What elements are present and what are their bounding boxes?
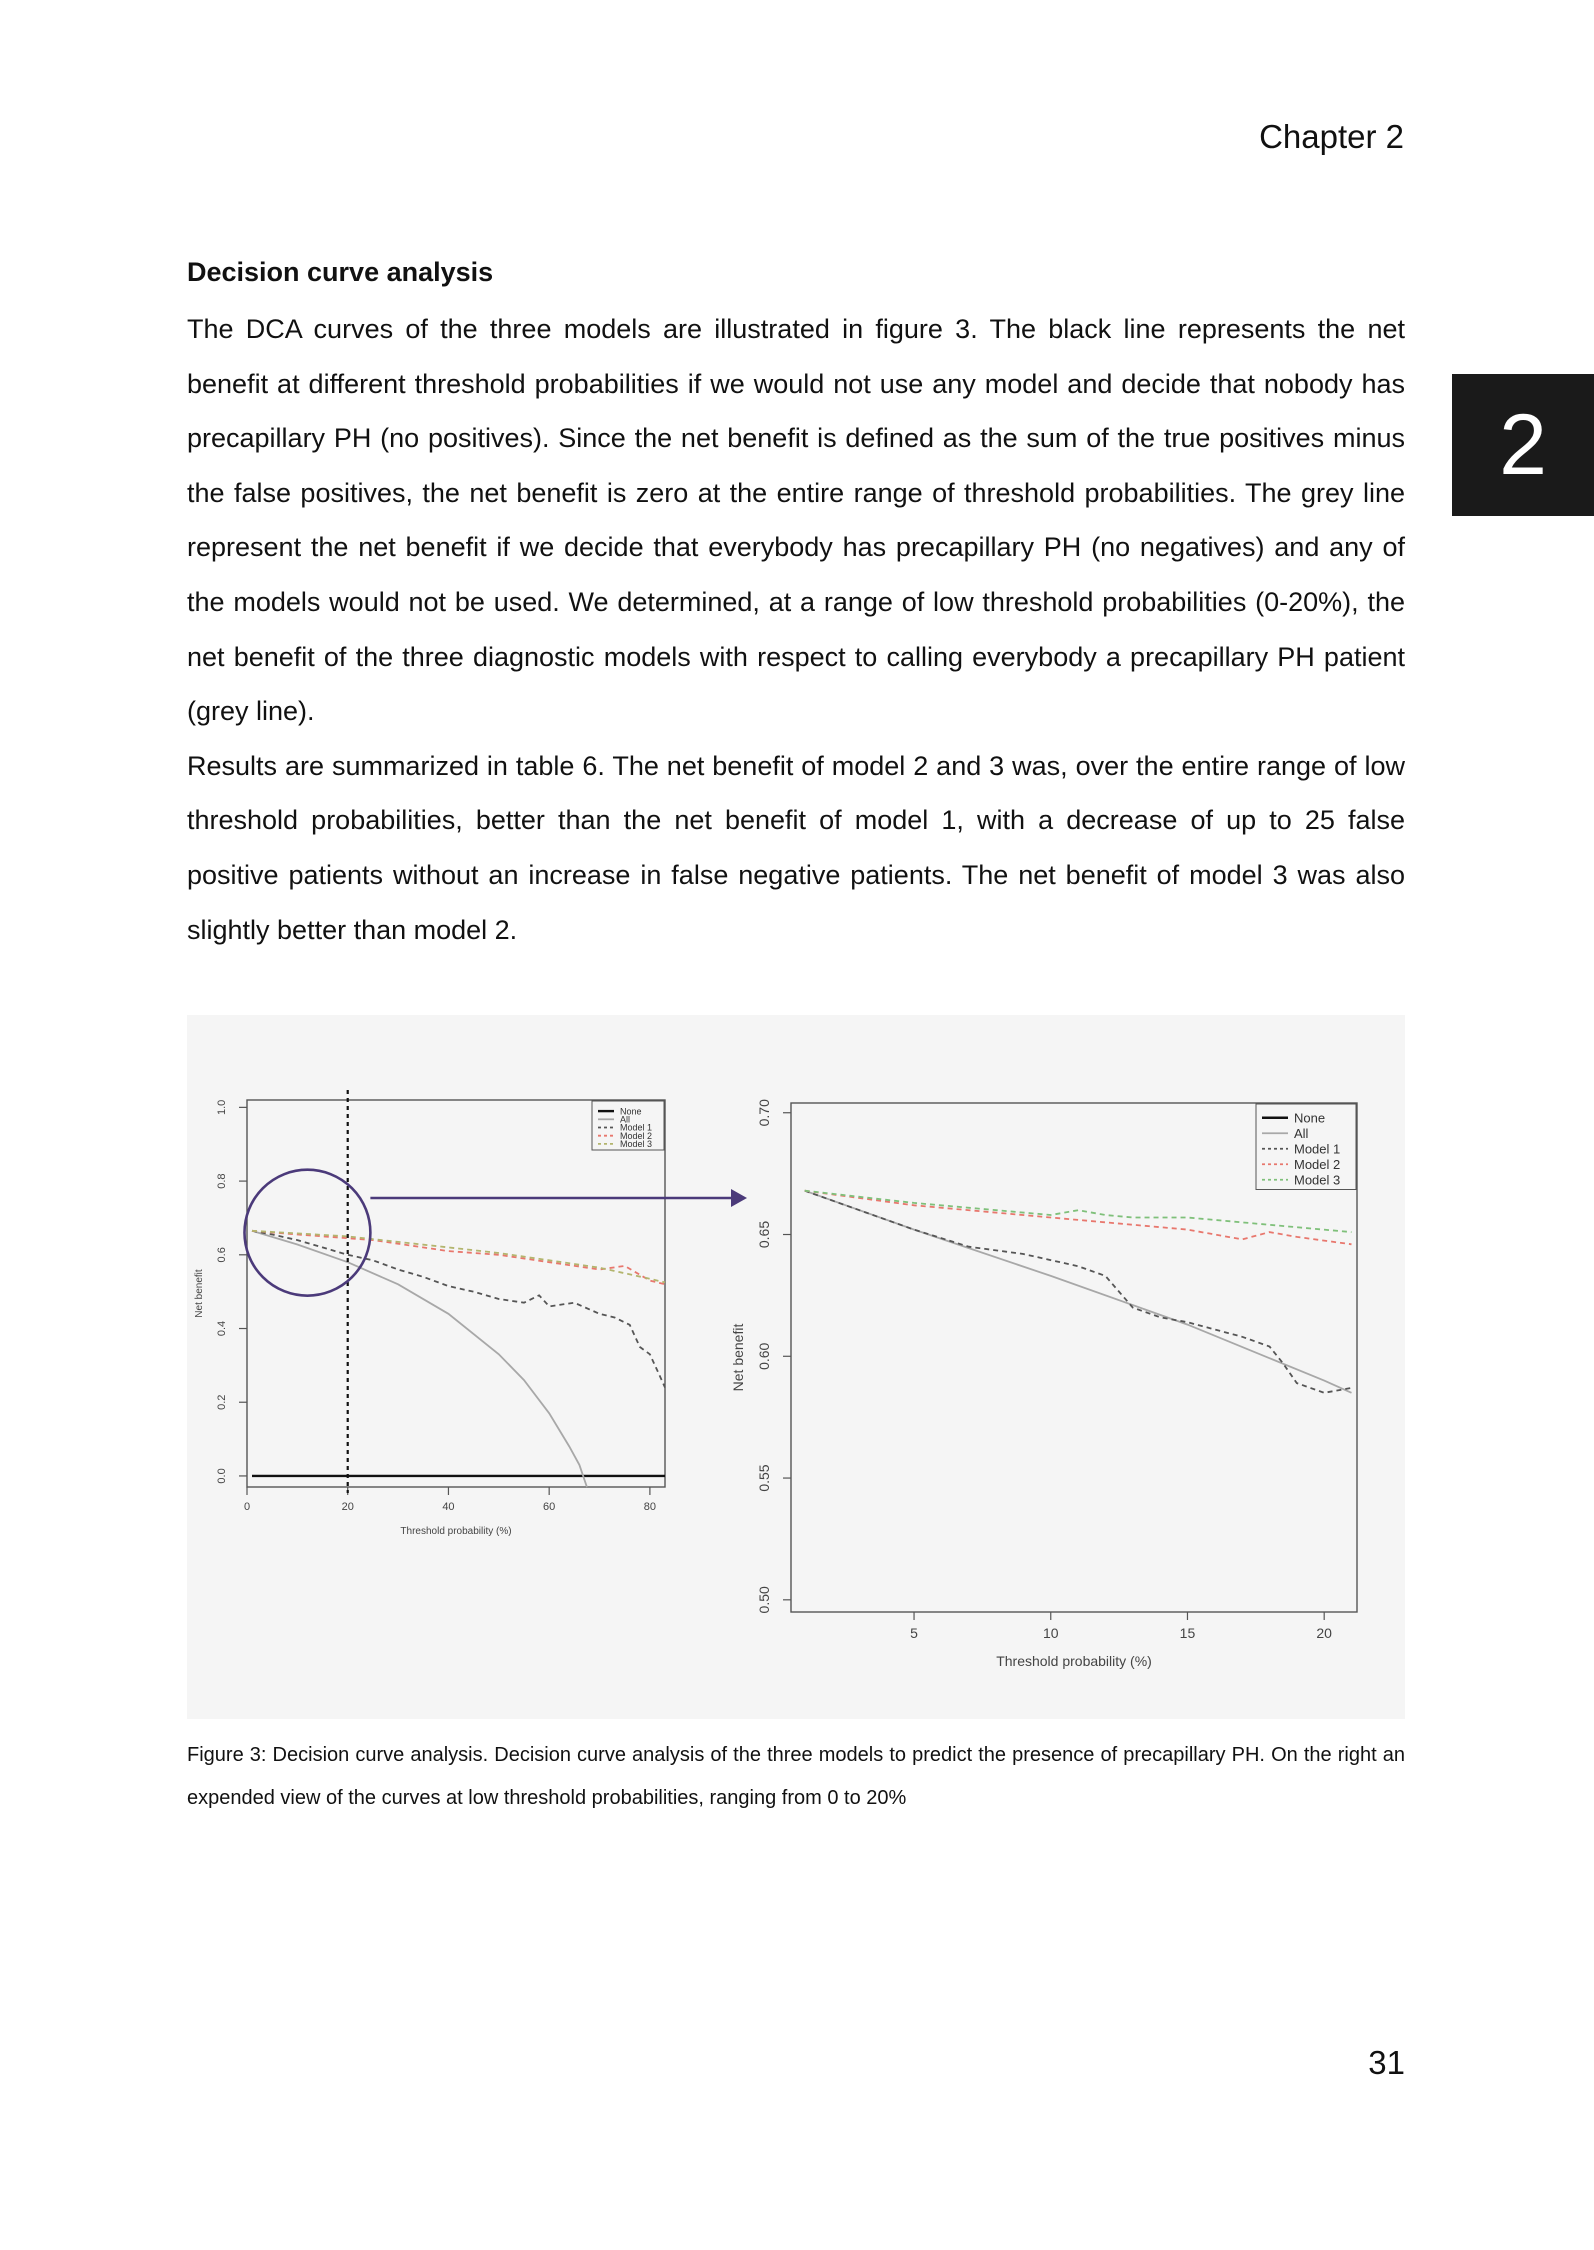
chart1-x-tick-label: 60 — [543, 1501, 556, 1513]
chart1-y-tick-label: 0.6 — [216, 1247, 228, 1263]
chart1-y-tick-label: 0.4 — [216, 1320, 228, 1337]
chart2-x-tick-label: 20 — [1316, 1625, 1332, 1641]
paragraph-2: Results are summarized in table 6. The net benefit of model 2 and 3 was, over the entire range of low threshold probabilities, better than the net benefit of model 1, with a decrease of up to 25 false positive patients without an increase in false negative patients. The net benefit of model 3 was also slightly better than model 2. — [187, 750, 1405, 945]
chart2-y-tick-label: 0.50 — [756, 1586, 772, 1614]
chapter-tab: 2 — [1452, 374, 1594, 516]
chart2-legend-label: All — [1294, 1125, 1309, 1141]
chart1-y-tick-label: 1.0 — [216, 1099, 228, 1116]
chart2-y-tick-label: 0.55 — [756, 1464, 772, 1492]
chart2-legend-label: None — [1294, 1110, 1326, 1126]
chart2-legend-label: Model 1 — [1294, 1141, 1341, 1157]
chart1-y-axis-label: Net benefit — [194, 1269, 205, 1318]
chart1-plot-frame — [247, 1100, 665, 1487]
chart2-y-tick-label: 0.70 — [756, 1099, 772, 1127]
chart1-legend-label: Model 2 — [620, 1130, 653, 1141]
chart2-x-tick-label: 15 — [1179, 1625, 1196, 1641]
figure-3 — [187, 1015, 1405, 1719]
chart2-legend-label: Model 3 — [1294, 1172, 1341, 1188]
chart2-y-axis-label: Net benefit — [730, 1323, 746, 1392]
chart2-x-tick-label: 5 — [910, 1625, 918, 1641]
running-header: Chapter 2 — [1259, 118, 1404, 155]
zoom-arrow-head — [731, 1189, 747, 1207]
chart1-x-tick-label: 40 — [442, 1501, 455, 1513]
chart2-legend-label: Model 2 — [1294, 1156, 1341, 1172]
main-content — [187, 252, 1405, 957]
chart1-x-tick-label: 0 — [243, 1501, 251, 1513]
chart2-x-tick-label: 10 — [1042, 1625, 1059, 1641]
chart2-y-tick-label: 0.65 — [756, 1220, 772, 1249]
chart1-x-tick-label: 20 — [341, 1501, 354, 1513]
chart1-y-tick-label: 0.0 — [216, 1468, 228, 1484]
chart1-legend-label: All — [620, 1114, 631, 1125]
chart2-y-tick-label: 0.60 — [756, 1342, 772, 1370]
chart1-x-tick-label: 80 — [643, 1501, 657, 1513]
chart1-y-tick-label: 0.2 — [216, 1394, 228, 1410]
chart1-y-tick-label: 0.8 — [216, 1173, 228, 1189]
decision-curve-charts — [187, 1015, 1405, 1719]
chart1-legend-label: None — [620, 1106, 642, 1117]
chart1-legend-label: Model 1 — [620, 1122, 653, 1133]
section-title: Decision curve analysis — [187, 257, 494, 287]
figure-caption: Figure 3: Decision curve analysis. Decision curve analysis of the three models to predict the presence of precapillary PH. On the right an expended view of the curves at low threshold probabilities, ranging from 0 to 20% — [187, 1744, 1405, 1809]
paragraph-1: The DCA curves of the three models are illustrated in figure 3. The black line represents the net benefit at different threshold probabilities if we would not use any model and decide that nobody has precapillary PH (no positives). Since the net benefit is defined as the sum of the true positives minus the false positives, the net benefit is zero at the entire range of threshold probabilities. The grey line represent the net benefit if we decide that everybody has precapillary PH (no negatives) and any of the models would not be used. We determined, at a range of low threshold probabilities (0-20%), the net benefit of the three diagnostic models with respect to calling everybody a precapillary PH patient (grey line). — [187, 314, 1405, 727]
chart1-x-axis-label: Threshold probability (%) — [400, 1526, 512, 1537]
page-number: 31 — [1368, 2044, 1405, 2081]
chart1-legend-label: Model 3 — [620, 1139, 653, 1150]
chart2-x-axis-label: Threshold probability (%) — [996, 1653, 1152, 1669]
